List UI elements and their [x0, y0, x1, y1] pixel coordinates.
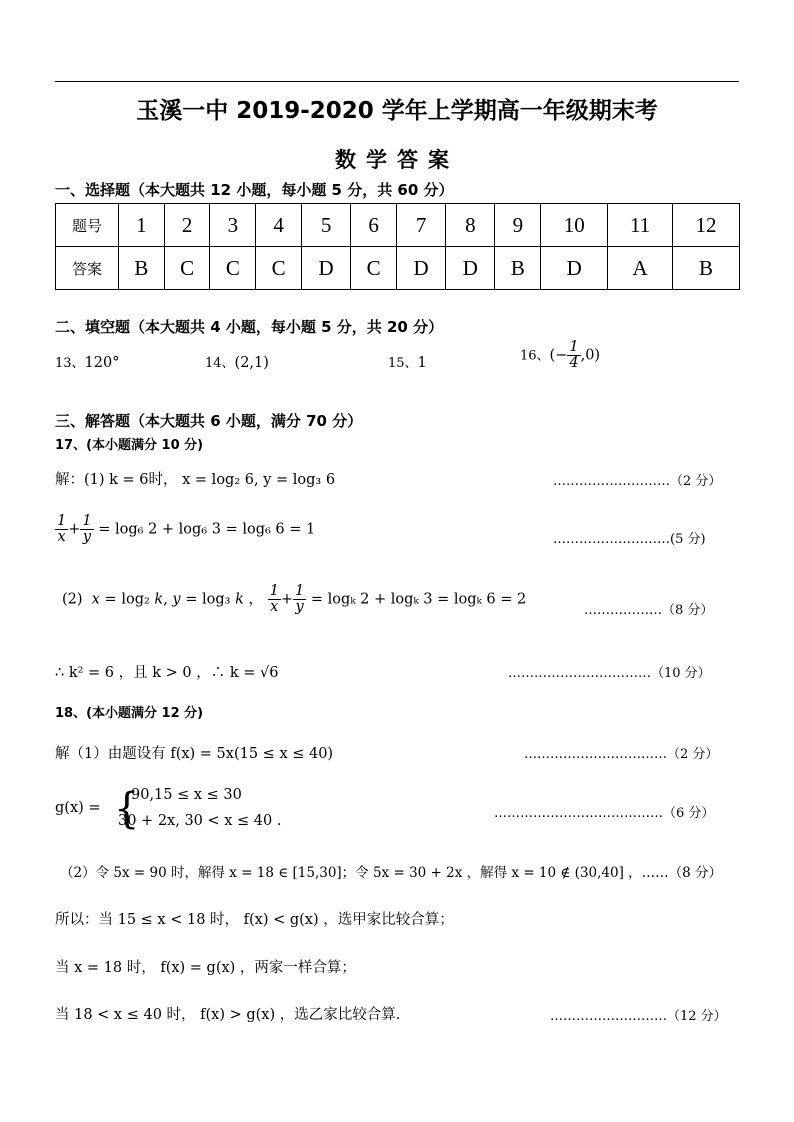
table-cell: C: [256, 247, 302, 290]
q18-title: 18、(本小题满分 12 分): [55, 706, 204, 721]
table-cell: D: [301, 247, 350, 290]
table-cell: 3: [210, 204, 256, 247]
table-cell: 2: [164, 204, 210, 247]
q17-line2-rest: = log₆ 2 + log₆ 3 = log₆ 6 = 1: [98, 521, 316, 538]
denominator: 4: [569, 355, 579, 372]
row-label: 题号: [56, 204, 119, 247]
fraction: [567, 340, 580, 371]
fraction-1-over-y: $\frac{1}{y}$: [82, 513, 92, 546]
section3-heading: 三、解答题（本大题共 6 小题，满分 70 分）: [55, 412, 363, 430]
section2-heading: 二、填空题（本大题共 4 小题，每小题 5 分，共 20 分）: [55, 318, 444, 336]
item-value: 120°: [84, 355, 120, 371]
fraction-1-over-y: $\frac{1}{y}$: [294, 583, 305, 616]
fraction-1-over-x: $\frac{1}{x}$: [269, 583, 279, 616]
table-cell: D: [541, 247, 608, 290]
q18-line5: 当 x = 18 时， f(x) = g(x) ，两家一样合算；: [55, 960, 356, 976]
item-label: 14、: [205, 356, 235, 371]
table-cell: 11: [608, 204, 673, 247]
top-rule: [55, 81, 739, 82]
table-cell: C: [210, 247, 256, 290]
q17-score4: ……………………………（10 分）: [508, 666, 711, 681]
table-cell: 5: [301, 204, 350, 247]
item-value-prefix: (−: [549, 347, 568, 364]
table-row-numbers: [56, 204, 740, 247]
numerator: 1: [569, 339, 579, 355]
table-cell: C: [351, 247, 397, 290]
q18-line4: 所以：当 15 ≤ x < 18 时， f(x) < g(x) ，选甲家比较合算；: [55, 912, 454, 928]
q17-line1: 解：(1) k = 6时， x = log₂ 6, y = log₃ 6: [55, 472, 336, 488]
table-cell: 10: [541, 204, 608, 247]
item-value-suffix: ,0): [580, 347, 601, 364]
table-cell: 1: [119, 204, 165, 247]
q18-line1: 解（1）由题设有 f(x) = 5x(15 ≤ x ≤ 40): [55, 746, 334, 762]
q17-line3: (2) x = log₂ k, y = log₃ k ， $\frac{1}{x}$ + $\frac{1}{y}$ = logₖ 2 + logₖ 3 = logₖ 6 = 2: [62, 583, 527, 616]
q18-score1: ……………………………（2 分）: [524, 747, 719, 762]
page-subtitle: 数学答案: [335, 148, 459, 172]
item-label: 13、: [55, 356, 85, 371]
fill-answer-15: [388, 352, 427, 371]
q17-score3: ………………（8 分）: [584, 603, 714, 618]
row-label: 答案: [56, 247, 119, 290]
table-row-answers: [56, 247, 740, 290]
q17-score1: ………………………（2 分）: [553, 474, 722, 489]
q18-score3: ………………………（12 分）: [550, 1009, 727, 1024]
q18-score2: …………………………………（6 分）: [494, 806, 715, 821]
left-brace: {: [114, 784, 140, 834]
item-value: (2,1): [234, 355, 269, 371]
page-title: 玉溪一中 2019-2020 学年上学期高一年级期末考: [136, 98, 658, 124]
q18-g-case2: 30 + 2x, 30 < x ≤ 40 .: [118, 813, 282, 829]
table-cell: D: [446, 247, 495, 290]
table-cell: 12: [672, 204, 739, 247]
table-cell: A: [608, 247, 673, 290]
fill-answer-13: [55, 352, 119, 371]
q17-score2: ………………………(5 分): [553, 532, 706, 547]
table-cell: B: [495, 247, 541, 290]
table-cell: B: [119, 247, 165, 290]
item-label: 16、: [520, 348, 550, 364]
q18-line3: （2）令 5x = 90 时，解得 x = 18 ∈ [15,30]；令 5x = 30 + 2x ，解得 x = 10 ∉ (30,40] ，……（8 分）: [60, 865, 723, 881]
q17-line3-a: (2) x = log₂ k, y = log₃ k ，: [62, 591, 263, 608]
fill-answer-16: [520, 340, 600, 371]
table-cell: 4: [256, 204, 302, 247]
q18-g-lhs: g(x) =: [55, 800, 101, 816]
table-cell: 7: [396, 204, 445, 247]
q17-title: 17、(本小题满分 10 分): [55, 438, 204, 453]
table-cell: 9: [495, 204, 541, 247]
table-cell: C: [164, 247, 210, 290]
fill-answer-14: [205, 352, 269, 371]
table-cell: D: [396, 247, 445, 290]
item-value: 1: [417, 355, 427, 371]
answer-table: [55, 203, 740, 290]
section1-heading: 一、选择题（本大题共 12 小题，每小题 5 分，共 60 分）: [55, 181, 454, 199]
q18-g-case1: 90,15 ≤ x ≤ 30: [131, 787, 242, 803]
fraction-1-over-x: $\frac{1}{x}$: [57, 513, 67, 546]
q17-line4: ∴ k² = 6 ，且 k > 0 ，∴ k = √6: [55, 665, 279, 681]
item-label: 15、: [388, 356, 418, 371]
q17-line2: $\frac{1}{x}$ + $\frac{1}{y}$ = log₆ 2 + log₆ 3 = log₆ 6 = 1: [57, 513, 316, 546]
table-cell: B: [672, 247, 739, 290]
q18-line6: 当 18 < x ≤ 40 时， f(x) > g(x) ，选乙家比较合算.: [55, 1007, 401, 1023]
q17-line3-b: = logₖ 2 + logₖ 3 = logₖ 6 = 2: [310, 591, 527, 608]
table-cell: 6: [351, 204, 397, 247]
table-cell: 8: [446, 204, 495, 247]
